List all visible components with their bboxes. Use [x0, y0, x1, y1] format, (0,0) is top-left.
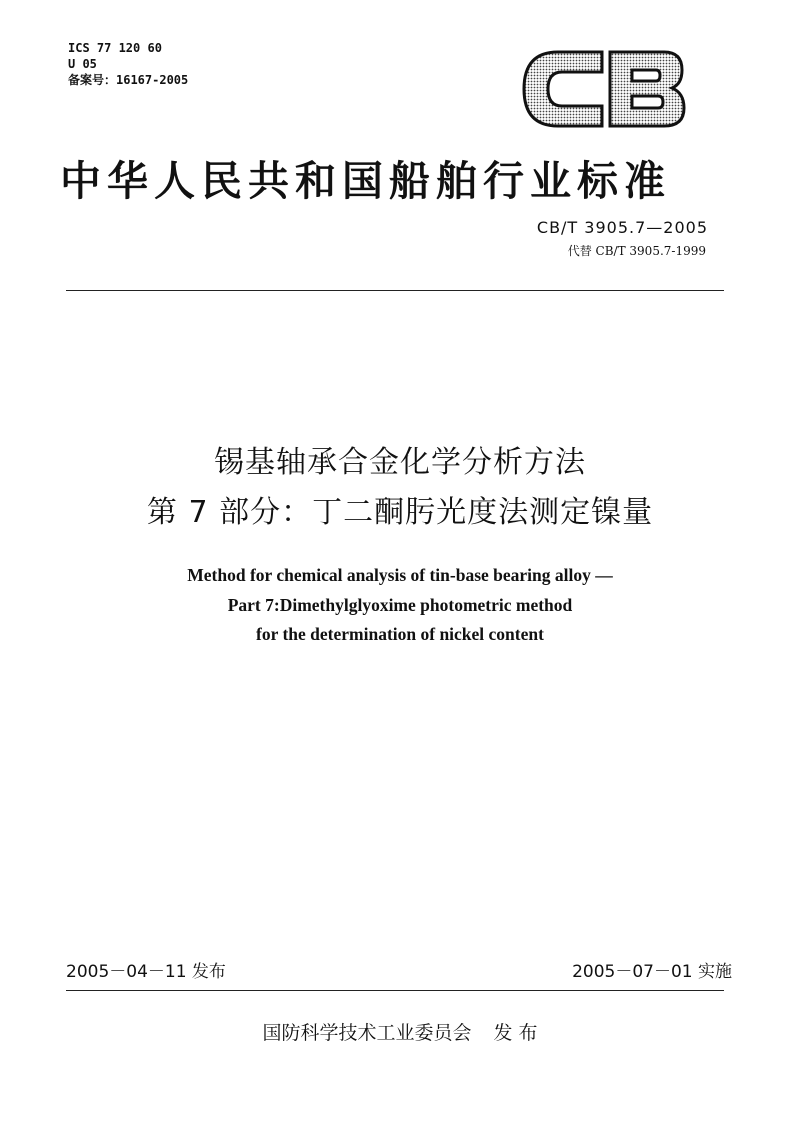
- replaces-standard: 代替 CB/T 3905.7-1999: [567, 244, 706, 258]
- standard-category-title: 中华人民共和国船舶行业标准: [60, 157, 671, 205]
- standard-metadata: [68, 40, 188, 88]
- title-en-line1: Method for chemical analysis of tin-base bearing alloy —: [187, 565, 613, 585]
- footer-divider: [66, 990, 724, 991]
- issuing-authority: [0, 1018, 800, 1045]
- ics-code: ICS 77 120 60: [68, 41, 162, 55]
- standard-code: CB/T 3905.7—2005: [536, 218, 708, 237]
- title-cn-line2: 第 7 部分：丁二酮肟光度法测定镍量: [146, 495, 654, 530]
- implementation-date: 2005－07－01 实施: [572, 962, 732, 982]
- cb-logo-icon: [518, 44, 688, 134]
- cb-logo: [518, 44, 688, 134]
- ccs-code: U 05: [68, 57, 97, 71]
- record-number: 备案号：16167-2005: [68, 73, 189, 87]
- title-en-line3: for the determination of nickel content: [256, 624, 544, 644]
- issuer-name: 国防科学技术工业委员会: [262, 1022, 472, 1044]
- title-cn-line1: 锡基轴承合金化学分析方法: [214, 445, 586, 480]
- header-divider: [66, 290, 724, 291]
- title-en-line2: Part 7:Dimethylglyoxime photometric method: [227, 595, 573, 615]
- issuer-action: 发 布: [493, 1022, 538, 1044]
- issue-date: 2005－04－11 发布: [66, 962, 226, 982]
